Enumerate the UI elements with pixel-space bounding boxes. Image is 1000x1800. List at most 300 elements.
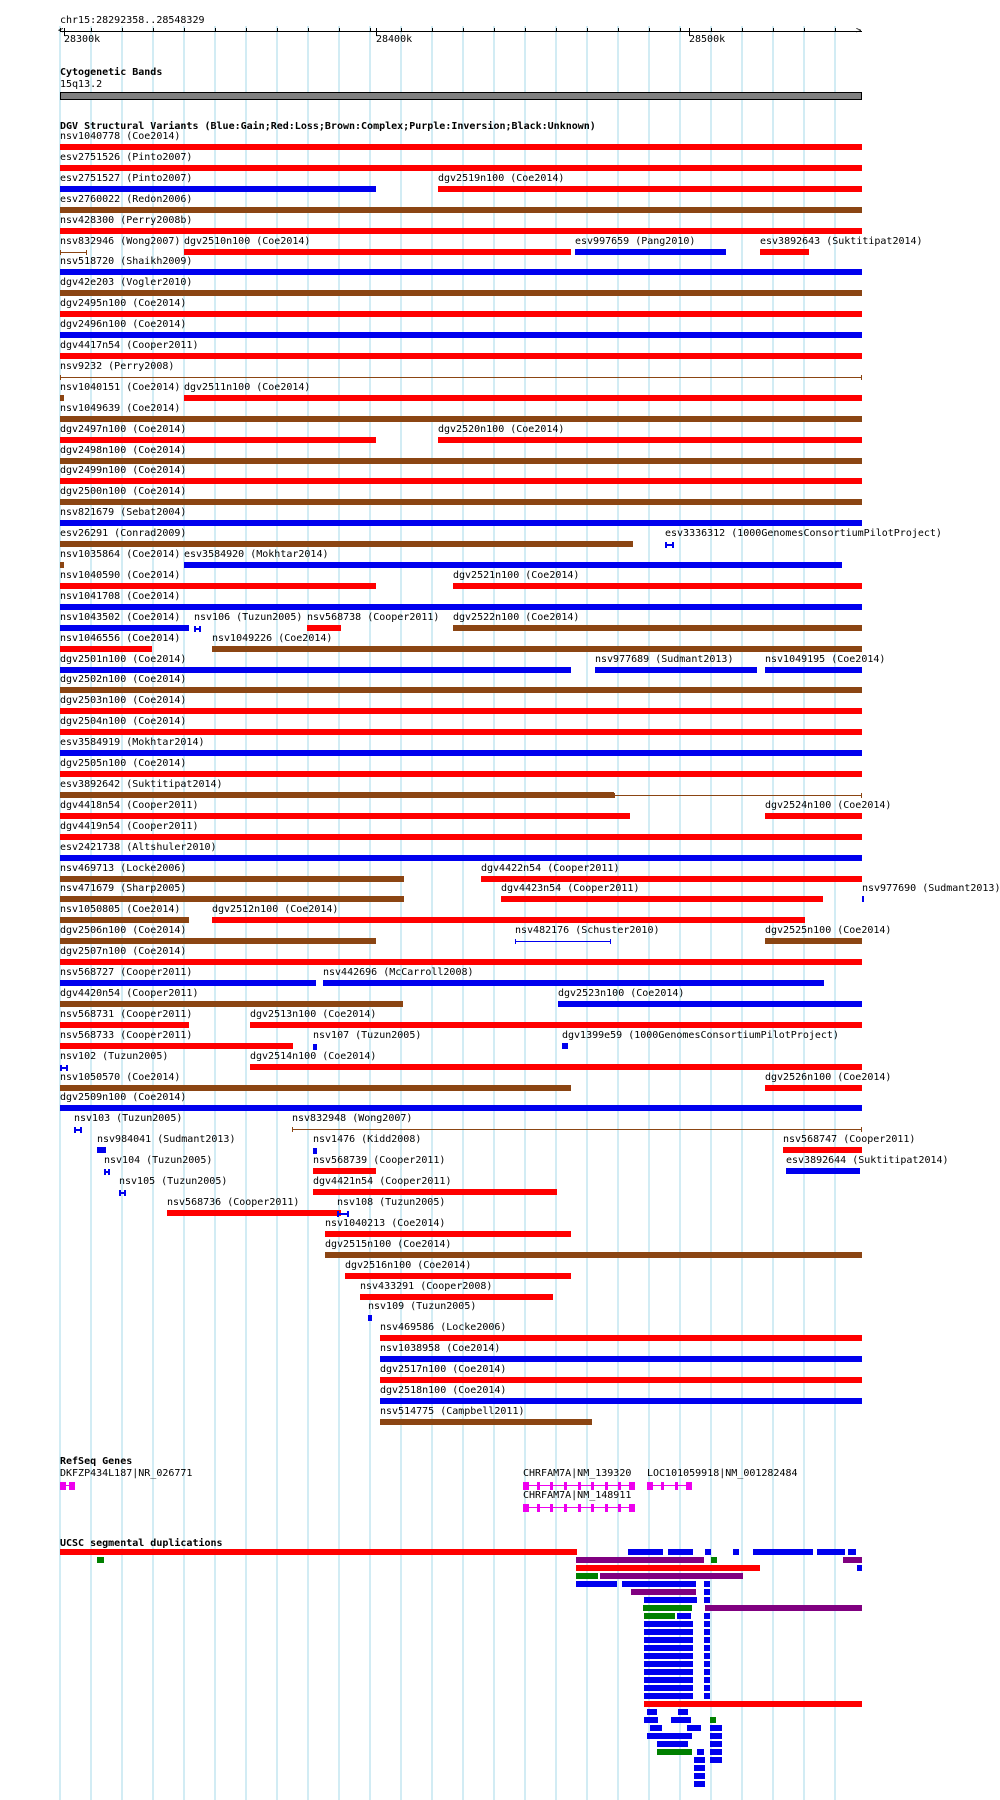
- variant-label: dgv2501n100 (Coe2014): [60, 654, 187, 665]
- gene-exon[interactable]: [60, 1482, 66, 1490]
- segdup-bar[interactable]: [711, 1557, 717, 1563]
- variant-bar[interactable]: [60, 646, 152, 652]
- gene-exon[interactable]: [550, 1482, 553, 1490]
- segdup-bar[interactable]: [704, 1597, 710, 1603]
- variant-bar[interactable]: [167, 1210, 341, 1216]
- variant-bar[interactable]: [862, 896, 864, 902]
- segdup-bar[interactable]: [631, 1589, 696, 1595]
- gene-exon[interactable]: [591, 1504, 594, 1512]
- segdup-bar[interactable]: [704, 1637, 710, 1643]
- variant-bar[interactable]: [325, 1231, 571, 1237]
- variant-label: nsv469586 (Locke2006): [380, 1322, 507, 1333]
- segdup-bar[interactable]: [644, 1653, 693, 1659]
- segdup-bar[interactable]: [687, 1725, 701, 1731]
- segdup-bar[interactable]: [644, 1701, 862, 1707]
- segdup-bar[interactable]: [710, 1717, 716, 1723]
- variant-bar[interactable]: [380, 1419, 592, 1425]
- segdup-bar[interactable]: [704, 1685, 710, 1691]
- variant-bar[interactable]: [325, 1252, 862, 1258]
- segdup-bar[interactable]: [704, 1621, 710, 1627]
- variant-bar[interactable]: [562, 1043, 568, 1049]
- variant-bar[interactable]: [614, 795, 862, 796]
- variant-label: nsv1040590 (Coe2014): [60, 570, 181, 581]
- variant-bar[interactable]: [595, 667, 757, 673]
- segdup-bar[interactable]: [644, 1613, 675, 1619]
- segdup-bar[interactable]: [678, 1709, 688, 1715]
- variant-bar[interactable]: [60, 896, 404, 902]
- segdup-bar[interactable]: [657, 1749, 692, 1755]
- variant-bar[interactable]: [453, 625, 862, 631]
- segdup-bar[interactable]: [697, 1749, 704, 1755]
- variant-label: nsv104 (Tuzun2005): [104, 1155, 213, 1166]
- segdup-bar[interactable]: [650, 1725, 662, 1731]
- gene-exon[interactable]: [69, 1482, 75, 1490]
- segdup-bar[interactable]: [705, 1605, 862, 1611]
- variant-label: nsv1040151 (Coe2014): [60, 382, 181, 393]
- ruler-left-arrow: <: [58, 26, 64, 36]
- ruler-minor-tick: [556, 28, 557, 32]
- gene-exon[interactable]: [629, 1504, 635, 1512]
- variant-bar[interactable]: [292, 1129, 862, 1130]
- variant-bar[interactable]: [765, 813, 862, 819]
- segdup-bar[interactable]: [644, 1693, 693, 1699]
- segdup-bar[interactable]: [622, 1581, 696, 1587]
- ruler-minor-tick: [370, 28, 371, 32]
- gene-exon[interactable]: [550, 1504, 553, 1512]
- variant-label: esv3892644 (Suktitipat2014): [786, 1155, 949, 1166]
- gene-exon[interactable]: [605, 1482, 608, 1490]
- variant-bar-end: [292, 1127, 293, 1132]
- variant-bar[interactable]: [60, 207, 862, 213]
- segdup-bar[interactable]: [628, 1549, 663, 1555]
- variant-bar-end: [80, 1127, 82, 1133]
- variant-bar[interactable]: [60, 437, 376, 443]
- variant-label: dgv2505n100 (Coe2014): [60, 758, 187, 769]
- variant-bar[interactable]: [60, 583, 376, 589]
- variant-bar[interactable]: [60, 813, 630, 819]
- segdup-bar[interactable]: [704, 1581, 710, 1587]
- segdup-bar[interactable]: [644, 1637, 693, 1643]
- variant-bar-end: [199, 626, 201, 632]
- variant-bar[interactable]: [184, 249, 571, 255]
- variant-bar[interactable]: [60, 855, 862, 861]
- variant-bar-end: [861, 375, 862, 380]
- gene-exon[interactable]: [523, 1504, 529, 1512]
- variant-bar[interactable]: [60, 520, 862, 526]
- segdup-bar[interactable]: [694, 1781, 705, 1787]
- variant-bar-end: [124, 1190, 126, 1196]
- variant-label: nsv1043502 (Coe2014): [60, 612, 181, 623]
- segdup-bar[interactable]: [733, 1549, 739, 1555]
- segdup-bar[interactable]: [671, 1717, 691, 1723]
- ruler-minor-tick: [432, 28, 433, 32]
- variant-bar[interactable]: [60, 269, 862, 275]
- variant-bar[interactable]: [60, 771, 862, 777]
- variant-label: nsv433291 (Cooper2008): [360, 1281, 493, 1292]
- gene-exon[interactable]: [618, 1482, 621, 1490]
- variant-bar[interactable]: [60, 792, 614, 798]
- variant-bar[interactable]: [60, 729, 862, 735]
- variant-bar-end: [610, 939, 611, 944]
- variant-label: dgv2524n100 (Coe2014): [765, 800, 892, 811]
- variant-label: dgv2520n100 (Coe2014): [438, 424, 565, 435]
- ruler-minor-tick: [742, 28, 743, 32]
- variant-bar-end: [60, 375, 61, 380]
- variant-bar[interactable]: [575, 249, 726, 255]
- gene-exon[interactable]: [564, 1482, 567, 1490]
- variant-bar[interactable]: [60, 416, 862, 422]
- variant-label: nsv1041708 (Coe2014): [60, 591, 181, 602]
- variant-label: dgv2515n100 (Coe2014): [325, 1239, 452, 1250]
- ruler-minor-tick: [804, 28, 805, 32]
- segdup-bar[interactable]: [576, 1581, 617, 1587]
- variant-label: dgv4423n54 (Cooper2011): [501, 883, 640, 894]
- variant-bar[interactable]: [515, 941, 611, 942]
- variant-bar[interactable]: [380, 1377, 862, 1383]
- segdup-bar[interactable]: [644, 1685, 693, 1691]
- variant-label: nsv832946 (Wong2007): [60, 236, 181, 247]
- segdup-bar[interactable]: [705, 1549, 711, 1555]
- variant-bar[interactable]: [184, 562, 842, 568]
- ruler-minor-tick: [835, 28, 836, 32]
- variant-bar-end: [60, 250, 61, 255]
- variant-bar[interactable]: [212, 646, 862, 652]
- variant-label: nsv568733 (Cooper2011): [60, 1030, 193, 1041]
- variant-bar[interactable]: [60, 1001, 403, 1007]
- ruler-minor-tick: [587, 28, 588, 32]
- ruler-minor-tick: [680, 28, 681, 32]
- segdup-bar[interactable]: [677, 1613, 691, 1619]
- segdup-bar[interactable]: [644, 1597, 697, 1603]
- variant-label: nsv568736 (Cooper2011): [167, 1197, 300, 1208]
- ruler-minor-tick: [153, 28, 154, 32]
- variant-label: nsv1049226 (Coe2014): [212, 633, 333, 644]
- variant-label: dgv4420n54 (Cooper2011): [60, 988, 199, 999]
- variant-bar[interactable]: [60, 917, 189, 923]
- variant-label: nsv105 (Tuzun2005): [119, 1176, 228, 1187]
- variant-label: dgv2517n100 (Coe2014): [380, 1364, 507, 1375]
- variant-label: nsv1050805 (Coe2014): [60, 904, 181, 915]
- variant-bar[interactable]: [212, 917, 805, 923]
- variant-bar[interactable]: [783, 1147, 862, 1153]
- ruler-minor-tick: [308, 28, 309, 32]
- variant-label: dgv2521n100 (Coe2014): [453, 570, 580, 581]
- variant-bar[interactable]: [60, 834, 862, 840]
- ruler-minor-tick: [401, 28, 402, 32]
- gene-exon[interactable]: [578, 1482, 581, 1490]
- variant-label: dgv2523n100 (Coe2014): [558, 988, 685, 999]
- dgv-track-title[interactable]: DGV Structural Variants (Blue:Gain;Red:Loss;Brown:Complex;Purple:Inversion;Black:Unknown): [60, 121, 596, 132]
- variant-bar-end: [515, 939, 516, 944]
- variant-label: esv3584920 (Mokhtar2014): [184, 549, 329, 560]
- ruler-minor-tick: [339, 28, 340, 32]
- variant-bar[interactable]: [558, 1001, 862, 1007]
- variant-label: nsv832948 (Wong2007): [292, 1113, 413, 1124]
- segdup-bar[interactable]: [694, 1757, 705, 1763]
- variant-bar[interactable]: [360, 1294, 553, 1300]
- variant-label: dgv1399e59 (1000GenomesConsortiumPilotProject): [562, 1030, 839, 1041]
- segdup-bar[interactable]: [710, 1757, 722, 1763]
- variant-label: dgv2522n100 (Coe2014): [453, 612, 580, 623]
- variant-bar[interactable]: [60, 311, 862, 317]
- variant-bar[interactable]: [97, 1147, 106, 1153]
- variant-label: dgv2510n100 (Coe2014): [184, 236, 311, 247]
- variant-label: dgv2507n100 (Coe2014): [60, 946, 187, 957]
- variant-label: nsv103 (Tuzun2005): [74, 1113, 183, 1124]
- variant-bar[interactable]: [481, 876, 862, 882]
- gene-exon[interactable]: [618, 1504, 621, 1512]
- variant-bar[interactable]: [60, 290, 862, 296]
- variant-label: dgv2512n100 (Coe2014): [212, 904, 339, 915]
- ruler-coordinates: chr15:28292358..28548329: [60, 15, 205, 26]
- variant-bar[interactable]: [60, 541, 633, 547]
- variant-bar[interactable]: [60, 1105, 862, 1111]
- gene-exon[interactable]: [675, 1482, 678, 1490]
- variant-bar[interactable]: [60, 604, 862, 610]
- gene-exon[interactable]: [686, 1482, 692, 1490]
- variant-bar[interactable]: [60, 625, 189, 631]
- segdup-bar[interactable]: [657, 1741, 688, 1747]
- segdup-bar[interactable]: [576, 1573, 598, 1579]
- variant-bar[interactable]: [60, 478, 862, 484]
- variant-bar[interactable]: [184, 395, 862, 401]
- variant-bar[interactable]: [60, 708, 862, 714]
- variant-label: nsv1040778 (Coe2014): [60, 131, 181, 142]
- variant-bar[interactable]: [60, 353, 862, 359]
- segdup-bar[interactable]: [600, 1573, 743, 1579]
- variant-label: nsv106 (Tuzun2005): [194, 612, 303, 623]
- variant-bar[interactable]: [60, 959, 862, 965]
- segdup-bar[interactable]: [817, 1549, 845, 1555]
- variant-bar[interactable]: [60, 395, 64, 401]
- variant-label: nsv1050570 (Coe2014): [60, 1072, 181, 1083]
- variant-bar[interactable]: [786, 1168, 860, 1174]
- segdup-bar[interactable]: [704, 1645, 710, 1651]
- variant-bar[interactable]: [60, 1085, 571, 1091]
- segdup-bar[interactable]: [843, 1557, 862, 1563]
- variant-label: esv2760022 (Redon2006): [60, 194, 193, 205]
- variant-label: esv3892643 (Suktitipat2014): [760, 236, 923, 247]
- segdup-bar[interactable]: [848, 1549, 856, 1555]
- variant-label: dgv2513n100 (Coe2014): [250, 1009, 377, 1020]
- segdup-bar[interactable]: [704, 1677, 710, 1683]
- segdup-bar[interactable]: [647, 1709, 657, 1715]
- variant-bar[interactable]: [765, 1085, 862, 1091]
- segdup-bar[interactable]: [644, 1677, 693, 1683]
- variant-bar[interactable]: [60, 750, 862, 756]
- ruler-minor-tick: [246, 28, 247, 32]
- variant-label: nsv568727 (Cooper2011): [60, 967, 193, 978]
- variant-label: dgv2495n100 (Coe2014): [60, 298, 187, 309]
- gene-label[interactable]: DKFZP434L187|NR_026771: [60, 1468, 193, 1479]
- ruler-tick-label: 28500k: [689, 34, 726, 45]
- variant-bar[interactable]: [345, 1273, 571, 1279]
- variant-bar[interactable]: [60, 1022, 189, 1028]
- variant-bar[interactable]: [60, 252, 87, 253]
- segdup-track-title[interactable]: UCSC segmental duplications: [60, 1538, 223, 1549]
- segdup-bar[interactable]: [643, 1605, 692, 1611]
- segdup-bar[interactable]: [704, 1653, 710, 1659]
- segdup-bar[interactable]: [704, 1589, 710, 1595]
- segdup-bar[interactable]: [694, 1765, 705, 1771]
- gene-exon[interactable]: [564, 1504, 567, 1512]
- variant-bar-end: [614, 793, 615, 798]
- variant-bar-end: [861, 793, 862, 798]
- variant-label: nsv428300 (Perry2008b): [60, 215, 193, 226]
- segdup-bar[interactable]: [97, 1557, 104, 1563]
- variant-bar[interactable]: [60, 938, 376, 944]
- variant-label: nsv1049195 (Coe2014): [765, 654, 886, 665]
- variant-bar[interactable]: [323, 980, 824, 986]
- gene-label[interactable]: CHRFAM7A|NM_139320: [523, 1468, 632, 1479]
- ruler-minor-tick: [494, 28, 495, 32]
- variant-bar[interactable]: [60, 687, 862, 693]
- variant-label: dgv2504n100 (Coe2014): [60, 716, 187, 727]
- segdup-bar[interactable]: [60, 1549, 577, 1555]
- variant-bar[interactable]: [250, 1022, 862, 1028]
- segdup-bar[interactable]: [704, 1613, 710, 1619]
- segdup-bar[interactable]: [753, 1549, 813, 1555]
- variant-bar-end: [66, 1065, 68, 1071]
- segdup-bar[interactable]: [644, 1629, 693, 1635]
- variant-bar[interactable]: [60, 1043, 293, 1049]
- variant-label: dgv2511n100 (Coe2014): [184, 382, 311, 393]
- variant-bar[interactable]: [60, 186, 376, 192]
- variant-label: dgv2500n100 (Coe2014): [60, 486, 187, 497]
- segdup-bar[interactable]: [704, 1669, 710, 1675]
- gene-exon[interactable]: [578, 1504, 581, 1512]
- segdup-bar[interactable]: [694, 1773, 705, 1779]
- variant-bar-end: [370, 1315, 372, 1321]
- variant-label: esv997659 (Pang2010): [575, 236, 696, 247]
- variant-label: dgv2514n100 (Coe2014): [250, 1051, 377, 1062]
- variant-label: esv26291 (Conrad2009): [60, 528, 187, 539]
- gene-exon[interactable]: [537, 1504, 540, 1512]
- variant-bar-end: [108, 1169, 110, 1175]
- segdup-bar[interactable]: [576, 1565, 760, 1571]
- variant-bar[interactable]: [307, 625, 341, 631]
- variant-bar[interactable]: [60, 667, 571, 673]
- variant-bar[interactable]: [60, 165, 862, 171]
- gene-exon[interactable]: [591, 1482, 594, 1490]
- segdup-bar[interactable]: [576, 1557, 704, 1563]
- variant-bar[interactable]: [438, 437, 862, 443]
- variant-label: nsv1038958 (Coe2014): [380, 1343, 501, 1354]
- segdup-bar[interactable]: [710, 1741, 722, 1747]
- variant-label: dgv4421n54 (Cooper2011): [313, 1176, 452, 1187]
- segdup-bar[interactable]: [668, 1549, 693, 1555]
- variant-label: esv2421738 (Altshuler2010): [60, 842, 217, 853]
- variant-bar[interactable]: [60, 876, 404, 882]
- gene-exon[interactable]: [647, 1482, 653, 1490]
- ruler-minor-tick: [277, 28, 278, 32]
- variant-label: nsv1049639 (Coe2014): [60, 403, 181, 414]
- variant-label: esv3336312 (1000GenomesConsortiumPilotProject): [665, 528, 942, 539]
- variant-bar[interactable]: [438, 186, 862, 192]
- variant-label: nsv568731 (Cooper2011): [60, 1009, 193, 1020]
- cytoband-track-title[interactable]: Cytogenetic Bands: [60, 67, 163, 78]
- segdup-bar[interactable]: [710, 1749, 722, 1755]
- variant-label: nsv1035864 (Coe2014): [60, 549, 181, 560]
- variant-label: nsv984041 (Sudmant2013): [97, 1134, 236, 1145]
- segdup-bar[interactable]: [644, 1669, 693, 1675]
- variant-label: nsv482176 (Schuster2010): [515, 925, 660, 936]
- gene-label[interactable]: CHRFAM7A|NM_148911: [523, 1490, 632, 1501]
- variant-bar[interactable]: [60, 377, 862, 378]
- variant-label: dgv2518n100 (Coe2014): [380, 1385, 507, 1396]
- segdup-bar[interactable]: [704, 1661, 710, 1667]
- ruler-minor-tick: [711, 28, 712, 32]
- variant-bar[interactable]: [60, 980, 316, 986]
- variant-bar[interactable]: [765, 667, 862, 673]
- variant-label: dgv2503n100 (Coe2014): [60, 695, 187, 706]
- variant-label: nsv1040213 (Coe2014): [325, 1218, 446, 1229]
- ruler-minor-tick: [525, 28, 526, 32]
- segdup-bar[interactable]: [644, 1645, 693, 1651]
- cytoband-label: 15q13.2: [60, 79, 103, 90]
- gene-label[interactable]: LOC101059918|NM_001282484: [647, 1468, 798, 1479]
- variant-bar[interactable]: [453, 583, 862, 589]
- variant-bar-end: [315, 1148, 317, 1154]
- ruler-minor-tick: [215, 28, 216, 32]
- variant-bar-end: [672, 542, 674, 548]
- gene-exon[interactable]: [661, 1482, 664, 1490]
- variant-bar[interactable]: [313, 1168, 376, 1174]
- segdup-bar[interactable]: [647, 1733, 692, 1739]
- gene-exon[interactable]: [537, 1482, 540, 1490]
- segdup-bar[interactable]: [704, 1693, 710, 1699]
- variant-bar[interactable]: [60, 228, 862, 234]
- variant-label: esv3892642 (Suktitipat2014): [60, 779, 223, 790]
- variant-label: dgv4417n54 (Cooper2011): [60, 340, 199, 351]
- cytoband-bar[interactable]: [60, 92, 862, 100]
- ruler-minor-tick: [773, 28, 774, 32]
- variant-bar[interactable]: [250, 1064, 862, 1070]
- segdup-bar[interactable]: [644, 1621, 693, 1627]
- segdup-bar[interactable]: [704, 1629, 710, 1635]
- segdup-bar[interactable]: [710, 1733, 722, 1739]
- segdup-bar[interactable]: [857, 1565, 862, 1571]
- refseq-track-title[interactable]: RefSeq Genes: [60, 1456, 133, 1467]
- segdup-bar[interactable]: [710, 1725, 722, 1731]
- variant-bar[interactable]: [380, 1398, 862, 1404]
- variant-bar[interactable]: [60, 562, 64, 568]
- variant-bar[interactable]: [313, 1189, 557, 1195]
- variant-bar[interactable]: [760, 249, 809, 255]
- variant-bar[interactable]: [380, 1335, 862, 1341]
- variant-label: dgv2496n100 (Coe2014): [60, 319, 187, 330]
- segdup-bar[interactable]: [644, 1661, 693, 1667]
- variant-bar[interactable]: [60, 144, 862, 150]
- variant-bar-end: [86, 250, 87, 255]
- variant-bar[interactable]: [60, 499, 862, 505]
- variant-bar[interactable]: [765, 938, 862, 944]
- ruler-minor-tick: [184, 28, 185, 32]
- variant-label: dgv4419n54 (Cooper2011): [60, 821, 199, 832]
- variant-bar[interactable]: [380, 1356, 862, 1362]
- variant-bar[interactable]: [60, 332, 862, 338]
- variant-label: nsv1046556 (Coe2014): [60, 633, 181, 644]
- gene-exon[interactable]: [629, 1482, 635, 1490]
- segdup-bar[interactable]: [644, 1717, 658, 1723]
- variant-label: nsv514775 (Campbell2011): [380, 1406, 525, 1417]
- variant-bar[interactable]: [501, 896, 823, 902]
- variant-label: dgv4422n54 (Cooper2011): [481, 863, 620, 874]
- variant-label: dgv2499n100 (Coe2014): [60, 465, 187, 476]
- gene-exon[interactable]: [523, 1482, 529, 1490]
- variant-bar[interactable]: [60, 458, 862, 464]
- gene-exon[interactable]: [605, 1504, 608, 1512]
